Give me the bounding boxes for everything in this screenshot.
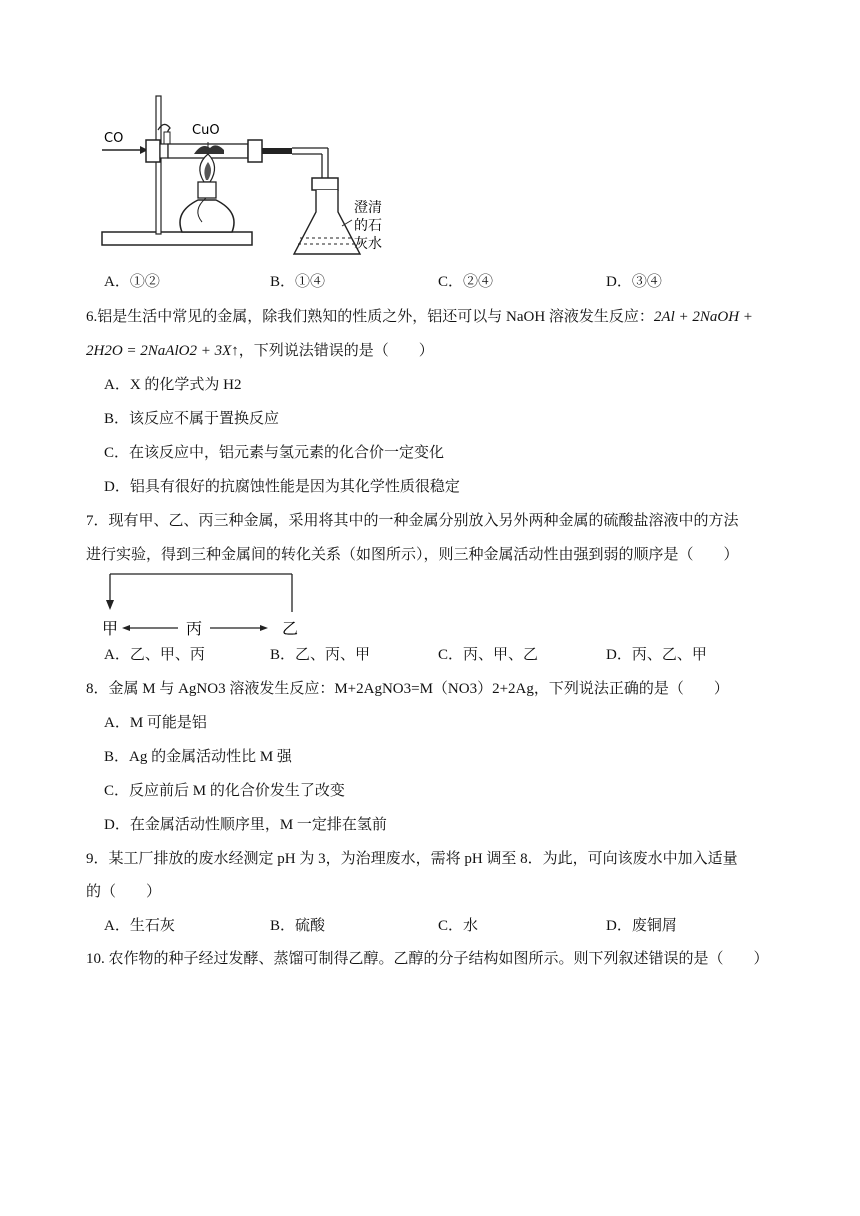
q9-option-d[interactable]: D．废铜屑 xyxy=(606,918,677,934)
q9-option-a[interactable]: A．生石灰 xyxy=(104,918,175,934)
metal-bing-label: 丙 xyxy=(186,619,203,638)
q8-option-c[interactable]: C．反应前后 M 的化合价发生了改变 xyxy=(104,783,345,799)
metal-yi-label: 乙 xyxy=(282,619,299,638)
q6-option-a[interactable]: A．X 的化学式为 H2 xyxy=(104,377,242,393)
q9-stem-line2: 的（ ） xyxy=(86,884,162,900)
limewater-label-line2: 的石 xyxy=(354,218,382,234)
limewater-label-line1: 澄清 xyxy=(354,200,382,216)
q7-option-b[interactable]: B．乙、丙、甲 xyxy=(270,647,371,663)
q8-option-d[interactable]: D．在金属活动性顺序里，M 一定排在氢前 xyxy=(104,817,387,833)
q6-option-d[interactable]: D．铝具有很好的抗腐蚀性能是因为其化学性质很稳定 xyxy=(104,479,460,495)
q7-option-d[interactable]: D．丙、乙、甲 xyxy=(606,647,707,663)
q5-option-c[interactable]: C．②④ xyxy=(438,274,494,290)
q7-option-a[interactable]: A．乙、甲、丙 xyxy=(104,647,205,663)
q10-stem: 10. 农作物的种子经过发酵、蒸馏可制得乙醇。乙醇的分子结构如图所示。则下列叙述错误的是（ ） xyxy=(86,951,769,967)
cuo-label: CuO xyxy=(192,123,220,138)
q5-option-a[interactable]: A．①② xyxy=(104,274,160,290)
q6-option-b[interactable]: B．该反应不属于置换反应 xyxy=(104,411,280,427)
q9-stem-line1: 9．某工厂排放的废水经测定 pH 为 3，为治理废水，需将 pH 调至 8．为此，可向该废水中加入适量 xyxy=(86,851,738,867)
co-reduction-apparatus-figure xyxy=(96,92,396,260)
q9-option-b[interactable]: B．硫酸 xyxy=(270,918,326,934)
metal-transformation-diagram xyxy=(96,570,316,642)
q9-option-c[interactable]: C．水 xyxy=(438,918,479,934)
limewater-label-line3: 灰水 xyxy=(354,236,382,252)
q6-stem-line1: 6.铝是生活中常见的金属，除我们熟知的性质之外，铝还可以与 NaOH 溶液发生反应：2Al + 2NaOH + xyxy=(86,309,753,325)
q6-stem-line2: 2H2O = 2NaAlO2 + 3X↑，下列说法错误的是（ ） xyxy=(86,343,434,359)
co-label: CO xyxy=(104,131,124,146)
q5-option-b[interactable]: B．①④ xyxy=(270,274,326,290)
q8-stem: 8．金属 M 与 AgNO3 溶液发生反应：M+2AgNO3=M（NO3）2+2Ag，下列说法正确的是（ ） xyxy=(86,681,729,697)
q7-stem-line1: 7．现有甲、乙、丙三种金属，采用将其中的一种金属分别放入另外两种金属的硫酸盐溶液中的方法 xyxy=(86,513,739,529)
metal-jia-label: 甲 xyxy=(102,619,119,638)
q8-option-b[interactable]: B．Ag 的金属活动性比 M 强 xyxy=(104,749,292,765)
q7-stem-line2: 进行实验，得到三种金属间的转化关系（如图所示），则三种金属活动性由强到弱的顺序是（ ） xyxy=(86,547,739,563)
q6-equation-part2: 2H2O = 2NaAlO2 + 3X↑ xyxy=(86,343,239,359)
q8-option-a[interactable]: A．M 可能是铝 xyxy=(104,715,207,731)
q7-option-c[interactable]: C．丙、甲、乙 xyxy=(438,647,539,663)
q6-option-c[interactable]: C．在该反应中，铝元素与氢元素的化合价一定变化 xyxy=(104,445,445,461)
q6-equation-part1: 2Al + 2NaOH + xyxy=(653,309,753,325)
q5-option-d[interactable]: D．③④ xyxy=(606,274,662,290)
